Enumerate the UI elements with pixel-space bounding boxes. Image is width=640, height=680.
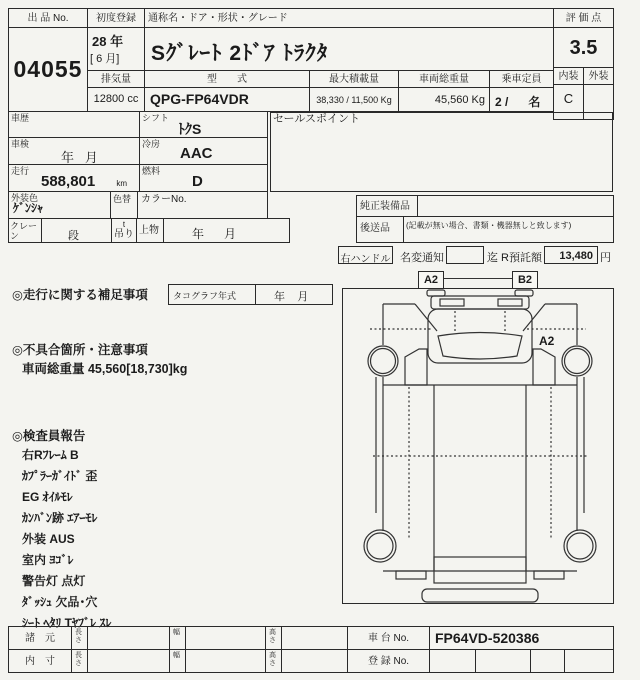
inner-height-value bbox=[281, 649, 348, 673]
body-color-label: 外装色 bbox=[11, 193, 39, 203]
deposit-label: R預託額 bbox=[501, 252, 542, 264]
inspector-item: ｶﾌﾟﾗｰｶﾞｲﾄﾞ 歪 bbox=[22, 469, 98, 483]
score-header: 評 価 点 bbox=[553, 8, 614, 28]
crane-ton-label: t bbox=[122, 220, 126, 229]
mileage-cell bbox=[8, 164, 140, 192]
defect-line: 車両総重量 45,560[18,730]kg bbox=[22, 362, 188, 376]
model-value-cell bbox=[144, 87, 310, 112]
reg-no-cell-1 bbox=[429, 649, 476, 673]
first-reg-month: [ 6 月] bbox=[90, 53, 120, 65]
history-cell bbox=[8, 111, 140, 138]
capacity-value: 2 / 名 bbox=[489, 87, 554, 112]
crane-lift-label: 吊り bbox=[114, 229, 134, 240]
defect-title: ◎不具合箇所・注意事項 bbox=[12, 343, 148, 357]
mileage-unit: km bbox=[116, 179, 127, 188]
color-no-cell: カラーNo. bbox=[137, 191, 268, 219]
inspector-title: ◎検査員報告 bbox=[12, 429, 86, 443]
lot-no-value: 04055 bbox=[13, 56, 83, 82]
inspector-report-list bbox=[22, 445, 322, 634]
reg-no-label: 登 録 No. bbox=[347, 649, 430, 673]
inner-length-label bbox=[71, 649, 88, 673]
later-items-label: 後送品 bbox=[356, 216, 404, 243]
crane-lift-cell bbox=[111, 218, 137, 243]
width-text: 幅 bbox=[173, 629, 180, 636]
shift-cell bbox=[139, 111, 268, 138]
body-color-value: ｹﾞﾝｼｬ bbox=[13, 201, 44, 215]
inspector-item: 外装 AUS bbox=[22, 532, 75, 546]
deposit-amount: 13,480 bbox=[544, 246, 598, 264]
first-reg-cell bbox=[87, 27, 145, 71]
front-connector-line bbox=[444, 278, 512, 279]
first-reg-header: 初度登録 bbox=[87, 8, 145, 28]
chassis-no-cell bbox=[429, 626, 614, 650]
name-change-label: 名変通知 bbox=[400, 252, 444, 264]
gvw-value: 45,560 Kg bbox=[398, 87, 490, 112]
model-header: 型 式 bbox=[144, 70, 310, 88]
height-text: 高さ bbox=[269, 629, 276, 644]
truck-top-view bbox=[343, 289, 613, 603]
spec-length-value bbox=[87, 626, 170, 650]
shift-label: シフト bbox=[142, 113, 170, 123]
name-change-box bbox=[446, 246, 484, 264]
inspector-item: 警告灯 点灯 bbox=[22, 574, 86, 588]
interior-header: 内装 bbox=[553, 67, 584, 85]
body-color-cell bbox=[8, 191, 111, 219]
inspection-label: 車検 bbox=[11, 139, 30, 149]
inspector-item: 室内 ﾖｺﾞﾚ bbox=[22, 553, 74, 567]
vehicle-name-cell bbox=[144, 27, 554, 71]
spec-row-label: 諸 元 bbox=[8, 626, 72, 650]
mileage-value: 588,801 bbox=[41, 173, 96, 190]
sales-point-box bbox=[270, 112, 613, 192]
interior-grade: C bbox=[553, 84, 584, 120]
until-label: 迄 bbox=[487, 252, 498, 264]
mileage-note-title: ◎走行に関する補足事項 bbox=[12, 288, 148, 302]
reg-no-cell-2 bbox=[475, 649, 531, 673]
length-text: 長さ bbox=[75, 652, 82, 667]
cooling-value: AAC bbox=[180, 145, 213, 162]
inspector-item: ｶﾝﾊﾞﾝ跡 ｴｱｰﾓﾚ bbox=[22, 511, 98, 525]
inspector-item: ｼｰﾄ ﾍﾀﾘ Tﾔﾌﾞﾚ ｽﾚ bbox=[22, 616, 112, 630]
width-text: 幅 bbox=[173, 652, 180, 659]
inspection-cell bbox=[8, 137, 140, 165]
inner-length-value bbox=[87, 649, 170, 673]
inner-width-label bbox=[169, 649, 186, 673]
steering-badge: 右ハンドル bbox=[338, 246, 393, 264]
chassis-no-value: FP64VD-520386 bbox=[435, 630, 540, 646]
displacement-value: 12800 cc bbox=[87, 87, 145, 112]
tachograph-value-cell bbox=[255, 284, 333, 305]
inner-width-value bbox=[185, 649, 266, 673]
spec-width-label bbox=[169, 626, 186, 650]
damage-label-front-left: A2 bbox=[418, 271, 444, 289]
length-text: 長さ bbox=[75, 629, 82, 644]
oem-equipment-label: 純正装備品 bbox=[356, 195, 418, 217]
upper-body-value: 年 月 bbox=[192, 227, 237, 241]
repaint-cell: 色替 bbox=[110, 191, 138, 219]
gvw-header: 車両総重量 bbox=[398, 70, 490, 88]
score-value: 3.5 bbox=[553, 27, 614, 68]
fuel-value: D bbox=[192, 173, 203, 190]
displacement-header: 排気量 bbox=[87, 70, 145, 88]
inspector-item: EG ｵｲﾙﾓﾚ bbox=[22, 490, 73, 504]
mileage-label: 走行 bbox=[11, 166, 30, 176]
max-load-value: 38,330 / 11,500 Kg bbox=[309, 87, 399, 112]
vehicle-diagram-frame bbox=[342, 288, 614, 604]
model-value: QPG-FP64VDR bbox=[150, 91, 249, 107]
later-items-note: (記載が無い場合、書類・機器無しと致します) bbox=[406, 221, 572, 230]
reg-no-cell-3 bbox=[530, 649, 565, 673]
spec-width-value bbox=[185, 626, 266, 650]
tachograph-value: 年 月 bbox=[274, 291, 309, 303]
cooling-label: 冷房 bbox=[142, 139, 161, 149]
vehicle-name-value: Sｸﾞﾚｰﾄ 2ﾄﾞｱ ﾄﾗｸﾀ bbox=[151, 42, 329, 65]
fuel-cell bbox=[139, 164, 268, 192]
reg-no-cell-4 bbox=[564, 649, 614, 673]
cooling-cell bbox=[139, 137, 268, 165]
currency-label: 円 bbox=[600, 252, 611, 264]
crane-stage-label: 段 bbox=[68, 230, 79, 242]
inspector-item: 右Rﾌﾚｰﾑ B bbox=[22, 448, 79, 462]
spec-height-label bbox=[265, 626, 282, 650]
chassis-no-label: 車 台 No. bbox=[347, 626, 430, 650]
inner-height-label bbox=[265, 649, 282, 673]
damage-label-front-right: B2 bbox=[512, 271, 538, 289]
svg-text:A2: A2 bbox=[539, 334, 555, 348]
capacity-header: 乗車定員 bbox=[489, 70, 554, 88]
lot-no-cell bbox=[8, 27, 88, 112]
tachograph-label: タコグラフ年式 bbox=[173, 291, 237, 301]
spec-height-value bbox=[281, 626, 348, 650]
later-items-cell bbox=[403, 216, 614, 243]
vehicle-name-header: 通称名・ドア・形状・グレード bbox=[144, 8, 554, 28]
max-load-header: 最大積載量 bbox=[309, 70, 399, 88]
sales-point-label: セールスポイント bbox=[273, 113, 361, 125]
first-reg-year: 28 年 bbox=[92, 34, 124, 49]
inner-row-label: 内 寸 bbox=[8, 649, 72, 673]
shift-value: ﾄｸS bbox=[178, 121, 202, 137]
fuel-label: 燃料 bbox=[142, 166, 161, 176]
upper-body-cell bbox=[163, 218, 290, 243]
crane-label: クレーン bbox=[8, 218, 42, 243]
oem-equipment-value bbox=[417, 195, 614, 217]
spec-length-label bbox=[71, 626, 88, 650]
history-label: 車歴 bbox=[11, 113, 30, 123]
crane-stage-cell bbox=[41, 218, 112, 243]
inspection-value: 年 月 bbox=[61, 150, 98, 165]
upper-body-label: 上物 bbox=[136, 218, 164, 243]
lot-no-header: 出 品 No. bbox=[8, 8, 88, 28]
tachograph-label-cell bbox=[168, 284, 256, 305]
height-text: 高さ bbox=[269, 652, 276, 667]
inspector-item: ﾀﾞｯｼｭ 欠品･穴 bbox=[22, 595, 98, 609]
exterior-header: 外装 bbox=[583, 67, 614, 85]
